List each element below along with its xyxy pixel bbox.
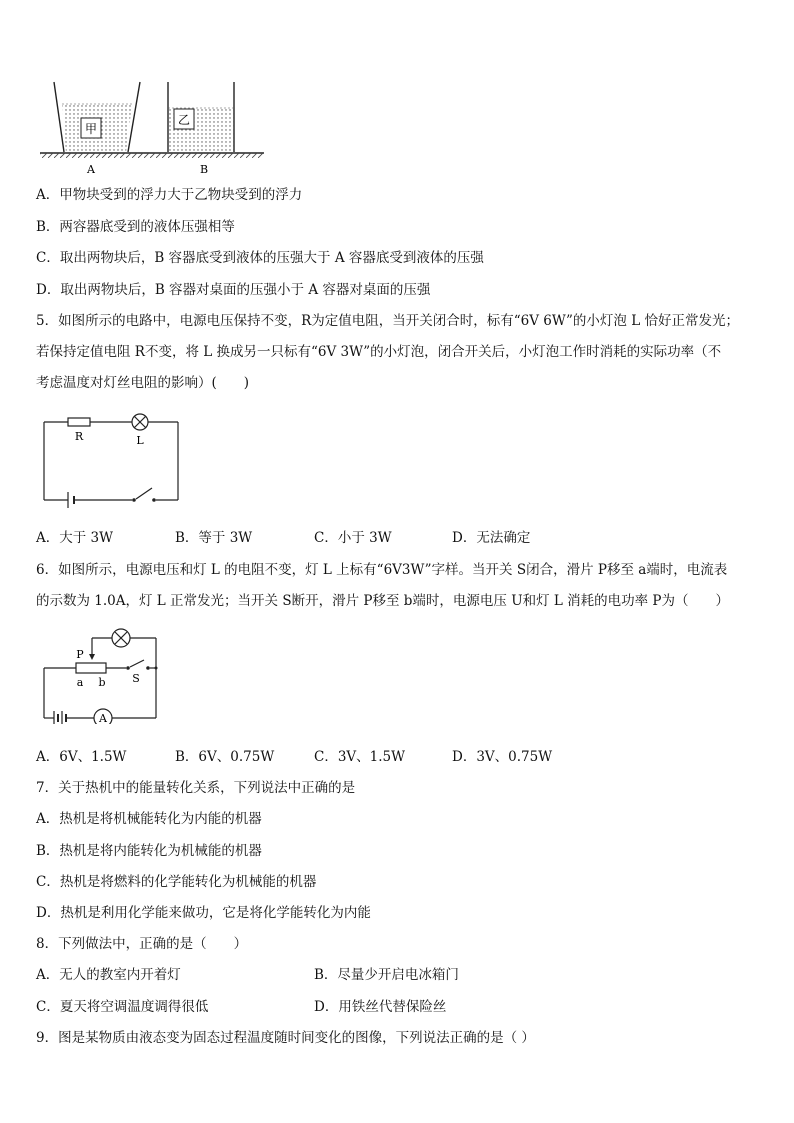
q8-option-b: B．尽量少开启电冰箱门 bbox=[314, 967, 459, 983]
q4-option-a: A．甲物块受到的浮力大于乙物块受到的浮力 bbox=[36, 187, 303, 203]
q6-circuit-figure bbox=[36, 624, 166, 724]
end-b-label: b bbox=[98, 676, 106, 689]
switch-s bbox=[130, 660, 144, 667]
block-b-label: 乙 bbox=[177, 113, 191, 127]
q8-stem: 8．下列做法中，正确的是（ ） bbox=[36, 936, 248, 952]
q7-option-d: D．热机是利用化学能来做功，它是将化学能转化为内能 bbox=[36, 905, 371, 921]
q7-option-a: A．热机是将机械能转化为内能的机器 bbox=[36, 811, 262, 827]
q4-option-b: B．两容器底受到的液体压强相等 bbox=[36, 219, 235, 235]
q7-option-b: B．热机是将内能转化为机械能的机器 bbox=[36, 843, 262, 859]
q8-option-d: D．用铁丝代替保险丝 bbox=[314, 999, 447, 1015]
block-a-label: 甲 bbox=[84, 122, 98, 136]
q5-option-d: D．无法确定 bbox=[452, 530, 531, 546]
q5-stem-line-3: 考虑温度对灯丝电阻的影响）( ) bbox=[36, 375, 250, 391]
q5-option-b: B．等于 3W bbox=[175, 530, 253, 546]
resistor-r bbox=[68, 418, 90, 426]
q5-stem-line-2: 若保持定值电阻 R不变，将 L 换成另一只标有“6V 3W”的小灯泡，闭合开关后，小灯泡工作时消耗的实际功率（不 bbox=[36, 344, 722, 360]
q5-circuit-figure bbox=[36, 408, 186, 508]
resistor-label: R bbox=[74, 430, 84, 443]
switch bbox=[136, 488, 152, 499]
q6-stem-line-1: 6．如图所示，电源电压和灯 L 的电阻不变，灯 L 上标有“6V3W”字样。当开关 S闭合，滑片 P移至 a端时，电流表 bbox=[36, 562, 728, 578]
containers-figure bbox=[36, 80, 276, 180]
q6-option-d: D．3V、0.75W bbox=[452, 749, 553, 765]
end-a-label: a bbox=[76, 676, 84, 689]
q6-stem-line-2: 的示数为 1.0A，灯 L 正常发光；当开关 S断开，滑片 P移至 b端时，电源电压 U和灯 L 消耗的电功率 P为（ ） bbox=[36, 593, 729, 609]
switch-label: S bbox=[132, 672, 140, 685]
q4-option-c: C．取出两物块后，B 容器底受到液体的压强大于 A 容器底受到液体的压强 bbox=[36, 250, 484, 266]
q4-option-d: D．取出两物块后，B 容器对桌面的压强小于 A 容器对桌面的压强 bbox=[36, 282, 431, 298]
container-a-label: A bbox=[87, 163, 95, 176]
q9-stem: 9．图是某物质由液态变为固态过程温度随时间变化的图像，下列说法正确的是（ ） bbox=[36, 1030, 535, 1046]
q7-option-c: C．热机是将燃料的化学能转化为机械能的机器 bbox=[36, 874, 317, 890]
q8-option-a: A．无人的教室内开着灯 bbox=[36, 967, 181, 983]
q6-option-a: A．6V、1.5W bbox=[36, 749, 127, 765]
q8-option-c: C．夏天将空调温度调得很低 bbox=[36, 999, 209, 1015]
ammeter-label: A bbox=[99, 712, 107, 724]
slider-p bbox=[89, 654, 95, 660]
container-b-label: B bbox=[199, 163, 209, 176]
q6-option-c: C．3V、1.5W bbox=[314, 749, 406, 765]
q5-option-c: C．小于 3W bbox=[314, 530, 392, 546]
q5-stem-line-1: 5．如图所示的电路中，电源电压保持不变，R为定值电阻，当开关闭合时，标有“6V 6W”的小灯泡 L 恰好正常发光； bbox=[36, 313, 739, 329]
q5-option-a: A．大于 3W bbox=[36, 530, 114, 546]
lamp-label: L bbox=[136, 434, 144, 447]
rheostat bbox=[76, 663, 106, 673]
slider-label: P bbox=[76, 648, 84, 661]
q7-stem: 7．关于热机中的能量转化关系，下列说法中正确的是 bbox=[36, 780, 356, 796]
q6-option-b: B．6V、0.75W bbox=[175, 749, 275, 765]
